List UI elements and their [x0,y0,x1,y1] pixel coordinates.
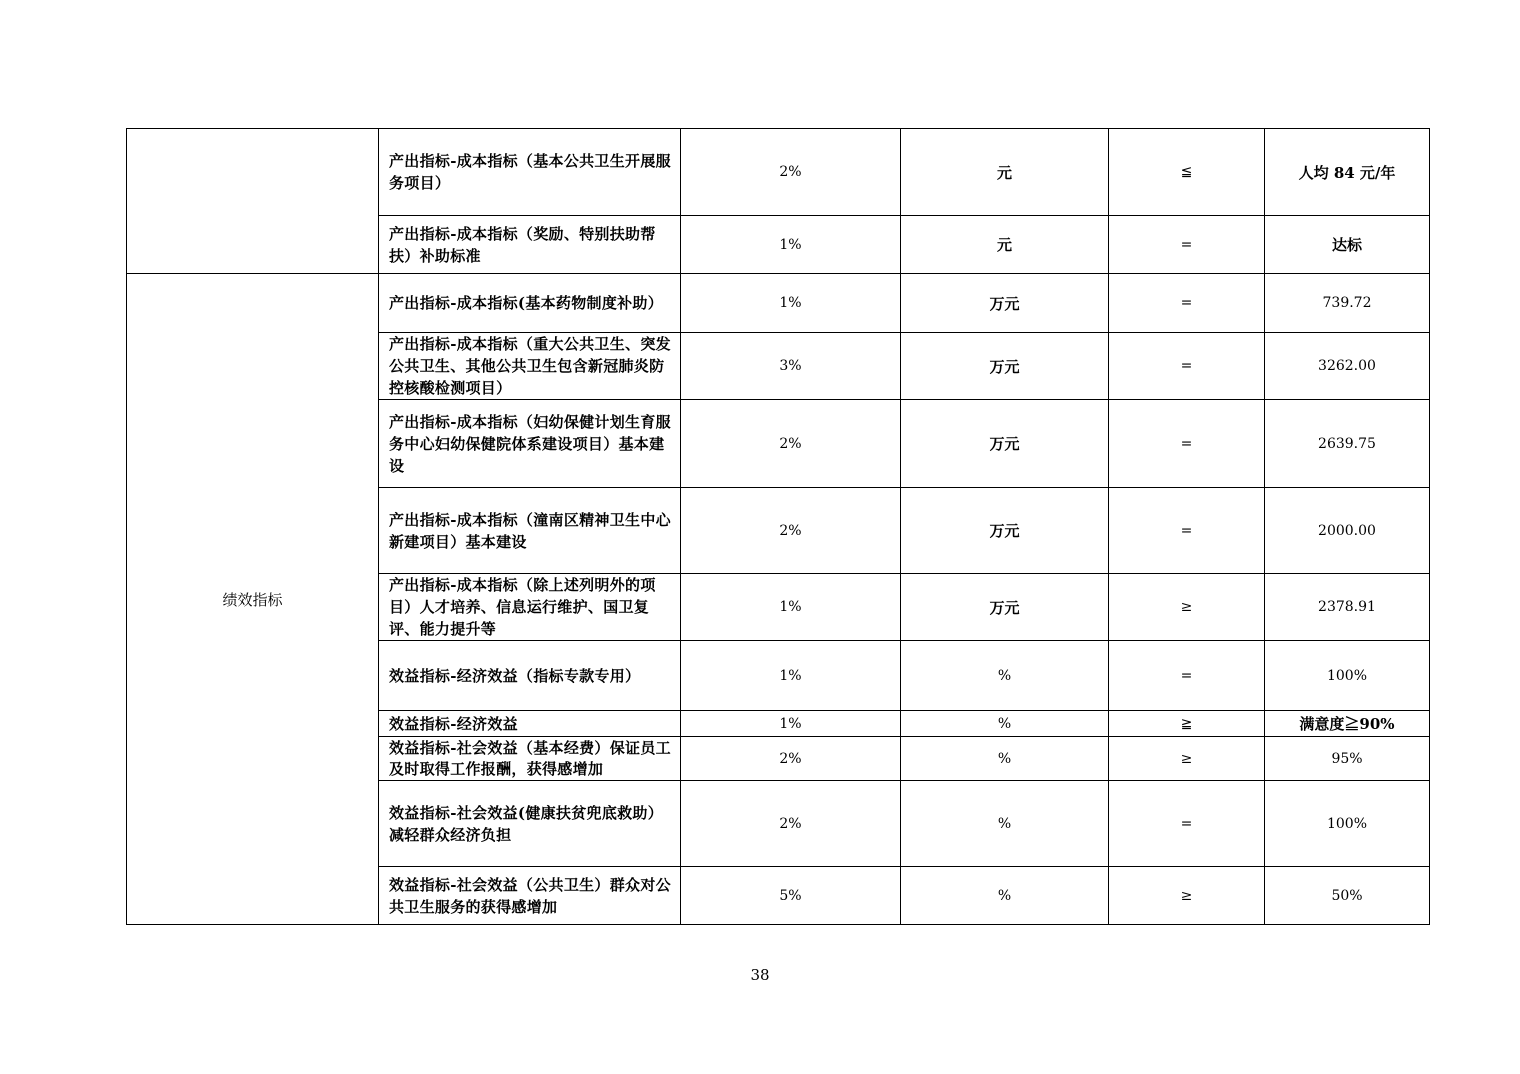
indicator-name: 效益指标-社会效益(健康扶贫兜底救助）减轻群众经济负担 [379,781,681,867]
indicator-target: 满意度≧90% [1265,711,1430,737]
indicator-unit: % [901,781,1109,867]
indicator-target: 95% [1265,737,1430,781]
indicator-weight: 2% [681,400,901,488]
performance-indicator-table [126,128,1430,925]
indicator-comparator: = [1109,216,1265,274]
page-number: 38 [750,966,770,984]
table-row [127,129,1430,216]
indicator-comparator: = [1109,641,1265,711]
indicator-comparator: = [1109,400,1265,488]
indicator-target: 2639.75 [1265,400,1430,488]
indicator-comparator: ≧ [1109,711,1265,737]
table-row [127,274,1430,333]
indicator-unit: 万元 [901,488,1109,574]
indicator-target: 2000.00 [1265,488,1430,574]
indicator-comparator: ≦ [1109,129,1265,216]
indicator-weight: 2% [681,781,901,867]
indicator-name: 产出指标-成本指标（妇幼保健计划生育服务中心妇幼保健院体系建设项目）基本建设 [379,400,681,488]
indicator-target: 100% [1265,781,1430,867]
indicator-unit: % [901,867,1109,925]
indicator-name: 产出指标-成本指标（潼南区精神卫生中心新建项目）基本建设 [379,488,681,574]
indicator-unit: 万元 [901,574,1109,641]
indicator-name: 效益指标-社会效益（公共卫生）群众对公共卫生服务的获得感增加 [379,867,681,925]
indicator-weight: 1% [681,711,901,737]
indicator-unit: % [901,641,1109,711]
indicator-unit: % [901,711,1109,737]
indicator-name: 效益指标-社会效益（基本经费）保证员工及时取得工作报酬，获得感增加 [379,737,681,781]
indicator-name: 产出指标-成本指标(基本药物制度补助） [379,274,681,333]
indicator-name: 效益指标-经济效益（指标专款专用） [379,641,681,711]
indicator-target: 50% [1265,867,1430,925]
indicator-comparator: ≥ [1109,737,1265,781]
indicator-name: 产出指标-成本指标（重大公共卫生、突发公共卫生、其他公共卫生包含新冠肺炎防控核酸检测项目） [379,333,681,400]
indicator-comparator: = [1109,781,1265,867]
indicator-target: 人均 84 元/年 [1265,129,1430,216]
category-cell-empty [127,129,379,274]
indicator-unit: 元 [901,216,1109,274]
indicator-weight: 2% [681,488,901,574]
indicator-weight: 1% [681,274,901,333]
indicator-unit: 万元 [901,274,1109,333]
indicator-unit: 万元 [901,400,1109,488]
indicator-weight: 5% [681,867,901,925]
indicator-target: 2378.91 [1265,574,1430,641]
indicator-comparator: = [1109,333,1265,400]
indicator-name: 产出指标-成本指标（奖励、特别扶助帮扶）补助标准 [379,216,681,274]
indicator-name: 产出指标-成本指标（基本公共卫生开展服务项目） [379,129,681,216]
indicator-unit: 元 [901,129,1109,216]
category-label: 绩效指标 [127,274,379,925]
indicator-weight: 1% [681,641,901,711]
indicator-comparator: ≥ [1109,867,1265,925]
indicator-name: 效益指标-经济效益 [379,711,681,737]
indicator-unit: 万元 [901,333,1109,400]
indicator-comparator: ≥ [1109,574,1265,641]
indicator-name: 产出指标-成本指标（除上述列明外的项目）人才培养、信息运行维护、国卫复评、能力提升等 [379,574,681,641]
indicator-comparator: = [1109,488,1265,574]
indicator-unit: % [901,737,1109,781]
indicator-target: 100% [1265,641,1430,711]
indicator-weight: 2% [681,737,901,781]
indicator-target: 739.72 [1265,274,1430,333]
indicator-target: 3262.00 [1265,333,1430,400]
indicator-weight: 1% [681,216,901,274]
indicator-weight: 1% [681,574,901,641]
indicator-weight: 2% [681,129,901,216]
indicator-weight: 3% [681,333,901,400]
indicator-comparator: = [1109,274,1265,333]
indicator-target: 达标 [1265,216,1430,274]
